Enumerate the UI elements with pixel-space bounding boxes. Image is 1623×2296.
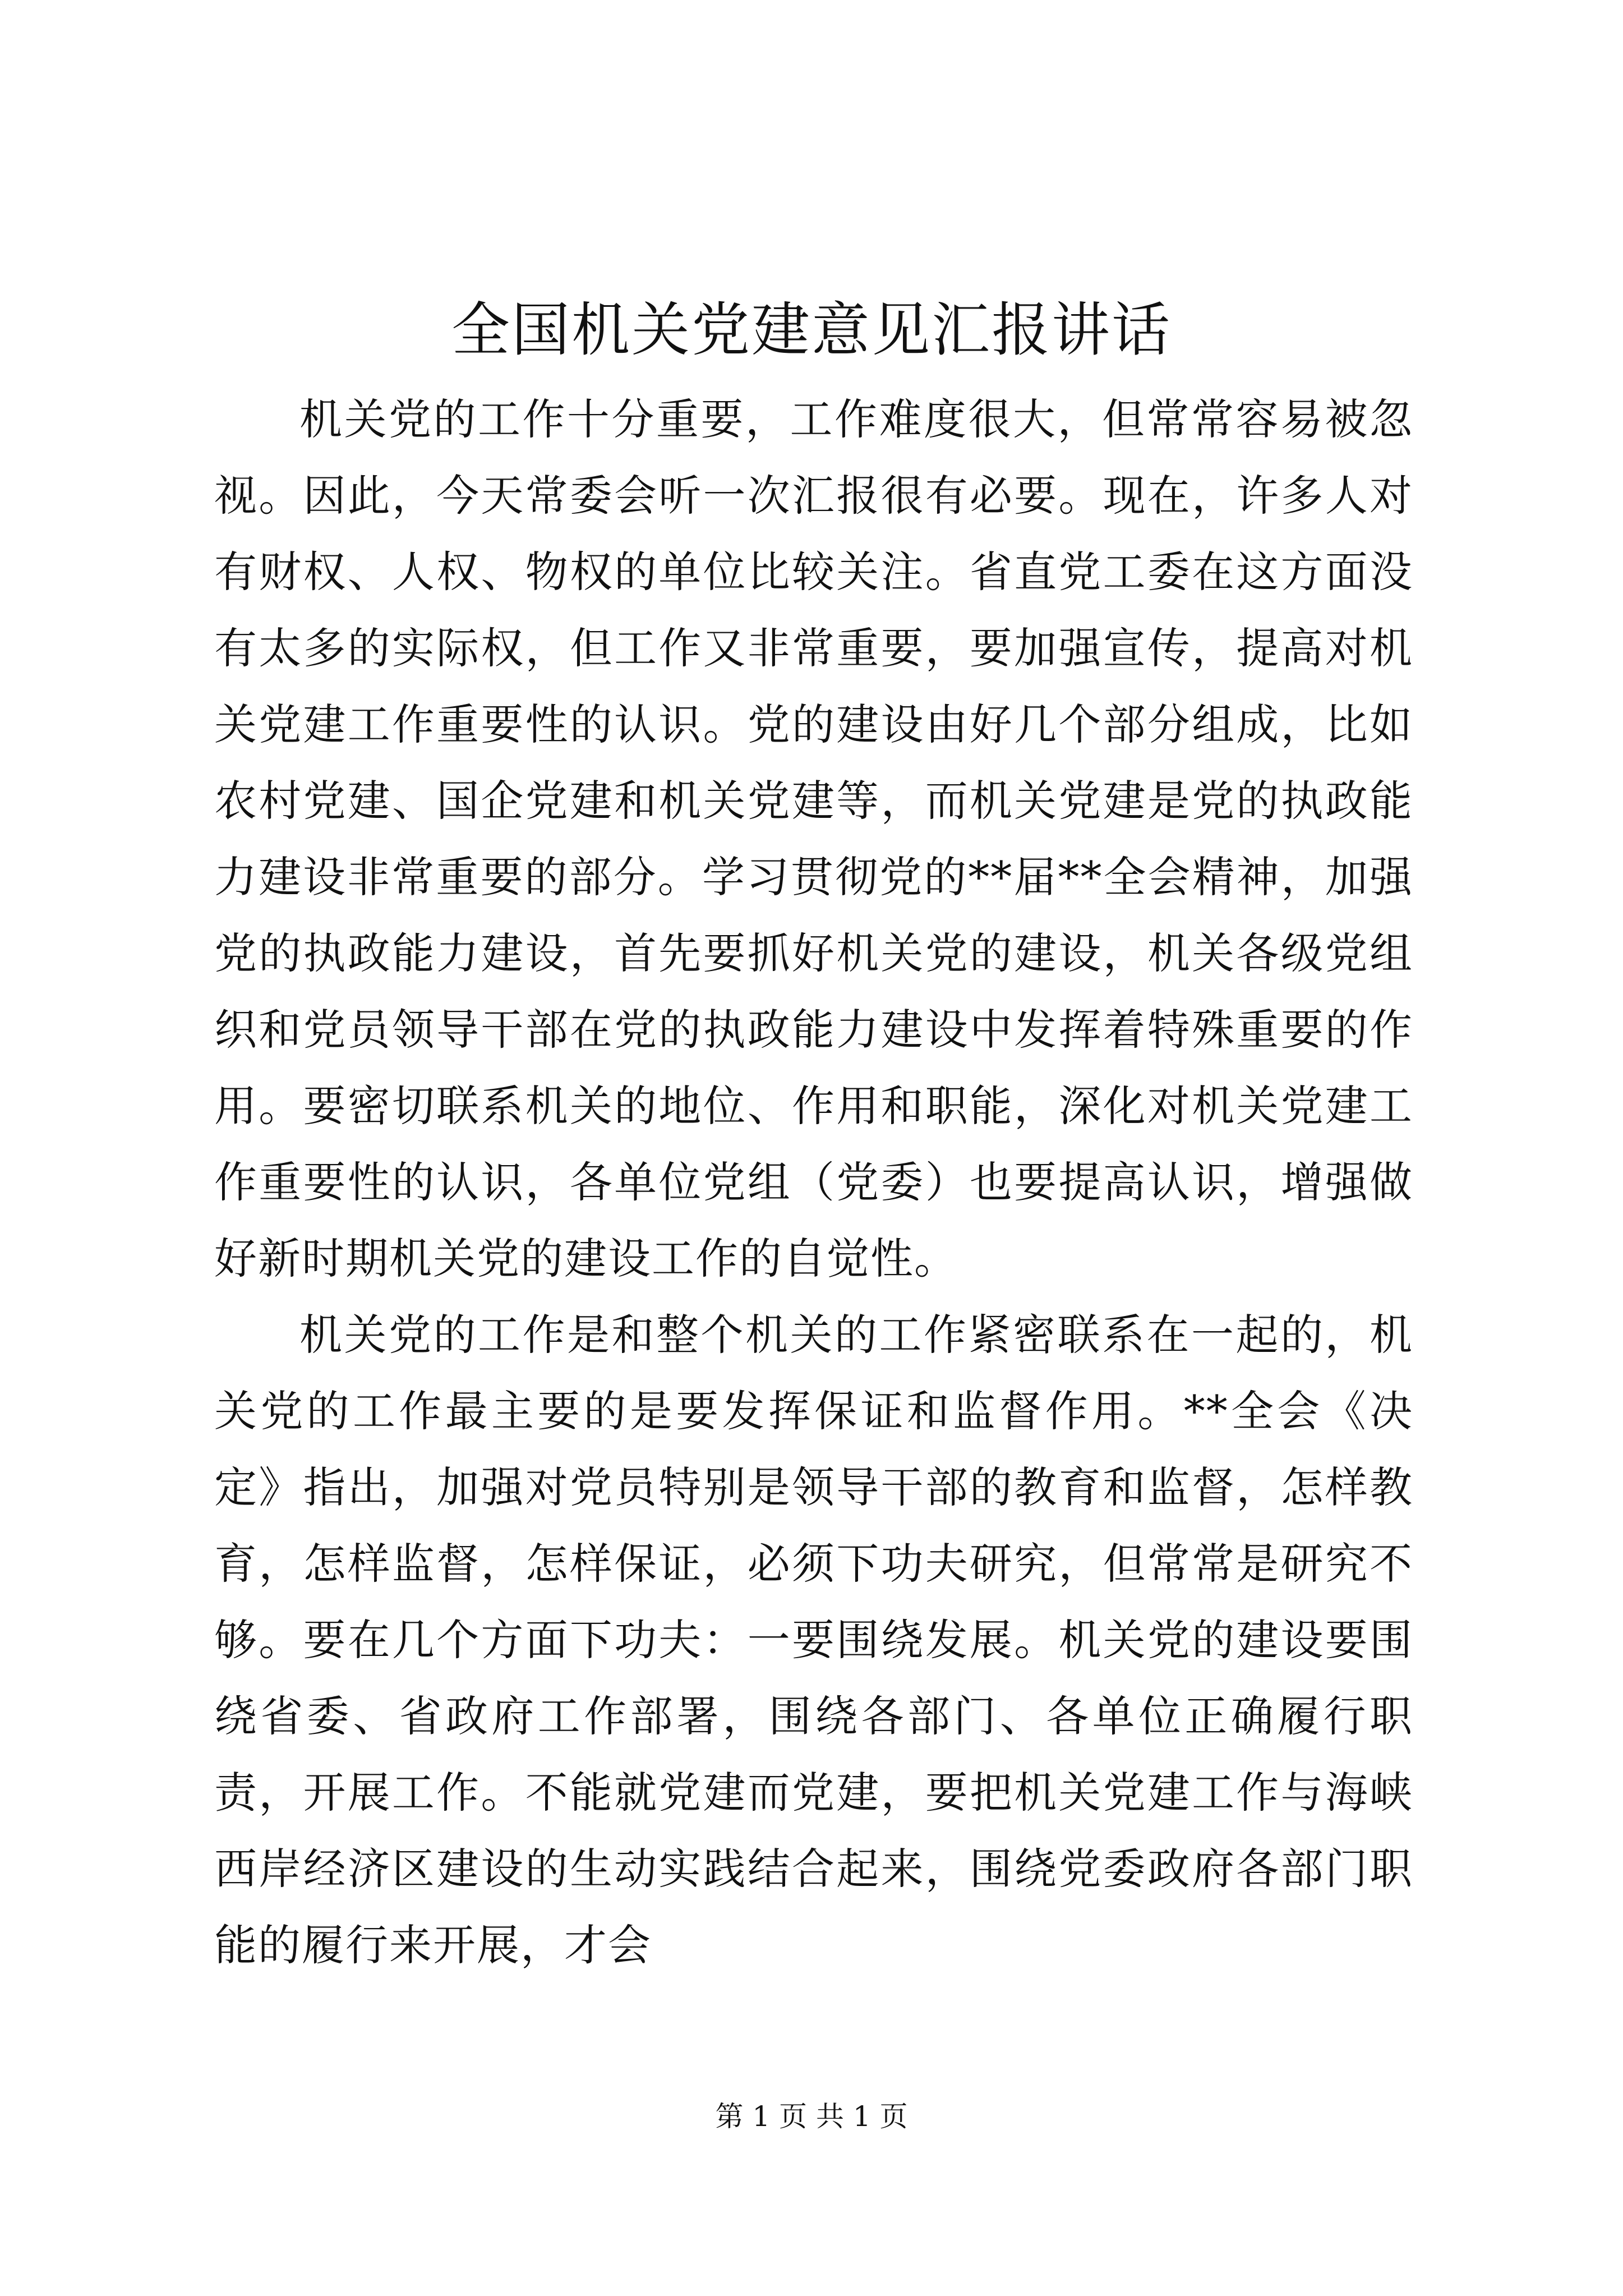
page-footer: 第 1 页 共 1 页 (715, 2100, 908, 2133)
document-body (214, 381, 1413, 1984)
paragraph-2: 机关党的工作是和整个机关的工作紧密联系在一起的，机关党的工作最主要的是要发挥保证和监督作用。**全会《决定》指出，加强对党员特别是领导干部的教育和监督，怎样教育，怎样监督，怎样保证，必须下功夫研究，但常常是研究不够。要在几个方面下功夫：一要围绕发展。机关党的建设要围绕省委、省政府工作部署，围绕各部门、各单位正确履行职责，开展工作。不能就党建而党建，要把机关党建工作与海峡西岸经济区建设的生动实践结合起来，围绕党委政府各部门职能的履行来开展，才会 (214, 1310, 1413, 1970)
document-title: 全国机关党建意见汇报讲话 (451, 296, 1172, 364)
paragraph-1: 机关党的工作十分重要，工作难度很大，但常常容易被忽视。因此，今天常委会听一次汇报很有必要。现在，许多人对有财权、人权、物权的单位比较关注。省直党工委在这方面没有太多的实际权，但工作又非常重要，要加强宣传，提高对机关党建工作重要性的认识。党的建设由好几个部分组成，比如农村党建、国企党建和机关党建等，而机关党建是党的执政能力建设非常重要的部分。学习贯彻党的**届**全会精神，加强党的执政能力建设，首先要抓好机关党的建设，机关各级党组织和党员领导干部在党的执政能力建设中发挥着特殊重要的作用。要密切联系机关的地位、作用和职能，深化对机关党建工作重要性的认识，各单位党组（党委）也要提高认识，增强做好新时期机关党的建设工作的自觉性。 (214, 394, 1413, 1283)
